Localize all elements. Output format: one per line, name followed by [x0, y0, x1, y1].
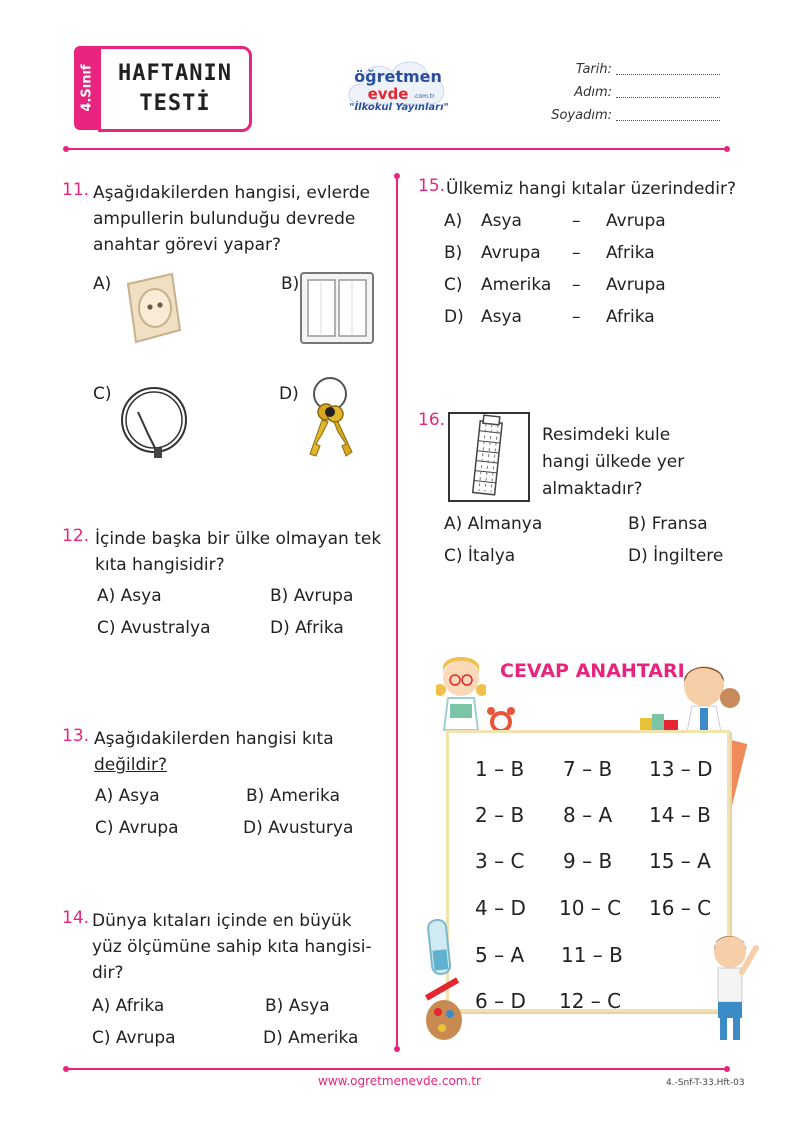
footer-dot-right [724, 1066, 730, 1072]
q15-option-c-right: Avrupa [606, 275, 666, 295]
answer-8: 8 – A [563, 803, 613, 827]
test-title-box [98, 46, 252, 132]
answer-10: 10 – C [559, 896, 622, 920]
q14-option-a[interactable]: A) Afrika [92, 996, 165, 1016]
q13-option-d[interactable]: D) Avusturya [243, 818, 354, 838]
answer-7: 7 – B [563, 757, 613, 781]
footer-rule [66, 1068, 726, 1070]
cable-image [118, 382, 190, 462]
q13-option-a[interactable]: A) Asya [95, 786, 160, 806]
q13-option-b[interactable]: B) Amerika [246, 786, 341, 806]
q16-option-b[interactable]: B) Fransa [628, 514, 708, 534]
socket-image [122, 270, 184, 346]
surname-label: Soyadım: [551, 108, 612, 123]
rule-dot-right [724, 146, 730, 152]
q12-line1: İçinde başka bir ülke olmayan tek [95, 529, 382, 549]
divider-dot-bottom [394, 1046, 400, 1052]
answer-1: 1 – B [475, 757, 525, 781]
logo-text-domain: .com.tr [413, 93, 435, 100]
q11-line3: anahtar görevi yapar? [93, 235, 282, 255]
q15-option-a-right: Avrupa [606, 211, 666, 231]
answer-key-title: CEVAP ANAHTARI [500, 660, 685, 682]
q11-line1: Aşağıdakilerden hangisi, evlerde [93, 183, 371, 203]
q16-line1: Resimdeki kule [542, 425, 671, 445]
title-line2: TESTİ [139, 91, 211, 116]
q12-number: 12. [62, 526, 90, 546]
q15-option-a-left: Asya [481, 211, 522, 231]
answer-4: 4 – D [475, 896, 526, 920]
q15-option-d-dash: – [572, 307, 581, 327]
q12-option-d[interactable]: D) Afrika [270, 618, 344, 638]
date-dots[interactable] [616, 62, 720, 75]
q11-option-b-label[interactable]: B) [281, 274, 300, 294]
date-field[interactable] [520, 62, 720, 77]
q14-line2: yüz ölçümüne sahip kıta hangisi- [92, 937, 372, 957]
answer-key-board [446, 730, 730, 1012]
answer-3: 3 – C [475, 849, 525, 873]
q14-option-b[interactable]: B) Asya [265, 996, 330, 1016]
q11-option-d-label[interactable]: D) [279, 384, 299, 404]
light-switch-image [300, 272, 374, 344]
answer-11: 11 – B [561, 943, 623, 967]
q12-option-b[interactable]: B) Avrupa [270, 586, 354, 606]
date-label: Tarih: [575, 62, 612, 77]
answer-2: 2 – B [475, 803, 525, 827]
keys-image [302, 376, 358, 462]
q12-option-a[interactable]: A) Asya [97, 586, 162, 606]
document-code: 4.-Snf-T-33.Hft-03 [666, 1078, 745, 1088]
q15-option-d-left: Asya [481, 307, 522, 327]
art-supplies-illustration [420, 916, 464, 1046]
waving-boy-illustration [700, 928, 760, 1044]
q15-option-d-letter[interactable]: D) [444, 307, 464, 327]
q13-line2: değildir? [94, 755, 168, 775]
q12-line2: kıta hangisidir? [95, 555, 225, 575]
column-divider [396, 176, 398, 1048]
logo-text-evde: evde [367, 85, 409, 103]
q15-option-a-dash: – [572, 211, 581, 231]
answer-15: 15 – A [649, 849, 711, 873]
name-label: Adım: [574, 85, 612, 100]
publisher-logo [340, 46, 456, 130]
q14-line1: Dünya kıtaları içinde en büyük [92, 911, 352, 931]
q16-option-c[interactable]: C) İtalya [444, 546, 516, 566]
answer-14: 14 – B [649, 803, 711, 827]
q16-line3: almaktadır? [542, 479, 643, 499]
q16-number: 16. [418, 410, 446, 430]
q15-option-c-dash: – [572, 275, 581, 295]
q15-option-a-letter[interactable]: A) [444, 211, 463, 231]
q12-option-c[interactable]: C) Avustralya [97, 618, 211, 638]
q13-line1: Aşağıdakilerden hangisi kıta [94, 729, 334, 749]
surname-field[interactable] [520, 108, 720, 123]
q15-option-d-right: Afrika [606, 307, 655, 327]
pisa-tower-image [448, 412, 530, 502]
q11-line2: ampullerin bulunduğu devrede [93, 209, 356, 229]
grade-tag [74, 46, 100, 130]
q15-line1: Ülkemiz hangi kıtalar üzerindedir? [446, 179, 736, 199]
q15-option-b-dash: – [572, 243, 581, 263]
header-rule [66, 148, 726, 150]
answer-5: 5 – A [475, 943, 525, 967]
answer-9: 9 – B [563, 849, 613, 873]
q14-line3: dir? [92, 963, 124, 983]
q14-option-d[interactable]: D) Amerika [263, 1028, 359, 1048]
q15-option-b-right: Afrika [606, 243, 655, 263]
q11-option-a-label[interactable]: A) [93, 274, 112, 294]
q15-number: 15. [418, 176, 446, 196]
q16-line2: hangi ülkede yer [542, 452, 685, 472]
q15-option-b-left: Avrupa [481, 243, 541, 263]
website-link[interactable]: www.ogretmenevde.com.tr [318, 1074, 481, 1088]
q13-number: 13. [62, 726, 90, 746]
q16-option-d[interactable]: D) İngiltere [628, 546, 724, 566]
logo-text-ogretmen: öğretmen [354, 67, 442, 86]
q11-number: 11. [62, 180, 90, 200]
q15-option-b-letter[interactable]: B) [444, 243, 463, 263]
grade-label: 4.Sınıf [79, 64, 95, 112]
q14-number: 14. [62, 908, 90, 928]
answer-13: 13 – D [649, 757, 713, 781]
answer-12: 12 – C [559, 989, 622, 1013]
q13-option-c[interactable]: C) Avrupa [95, 818, 179, 838]
q16-option-a[interactable]: A) Almanya [444, 514, 543, 534]
answer-6: 6 – D [475, 989, 526, 1013]
q14-option-c[interactable]: C) Avrupa [92, 1028, 176, 1048]
name-dots[interactable] [616, 85, 720, 98]
q15-option-c-letter[interactable]: C) [444, 275, 463, 295]
surname-dots[interactable] [616, 108, 720, 121]
title-line1: HAFTANIN [118, 61, 232, 86]
q15-option-c-left: Amerika [481, 275, 552, 295]
logo-subtitle: "İlkokul Yayınları" [349, 102, 449, 113]
answer-16: 16 – C [649, 896, 712, 920]
q11-option-c-label[interactable]: C) [93, 384, 112, 404]
name-field[interactable] [520, 85, 720, 100]
